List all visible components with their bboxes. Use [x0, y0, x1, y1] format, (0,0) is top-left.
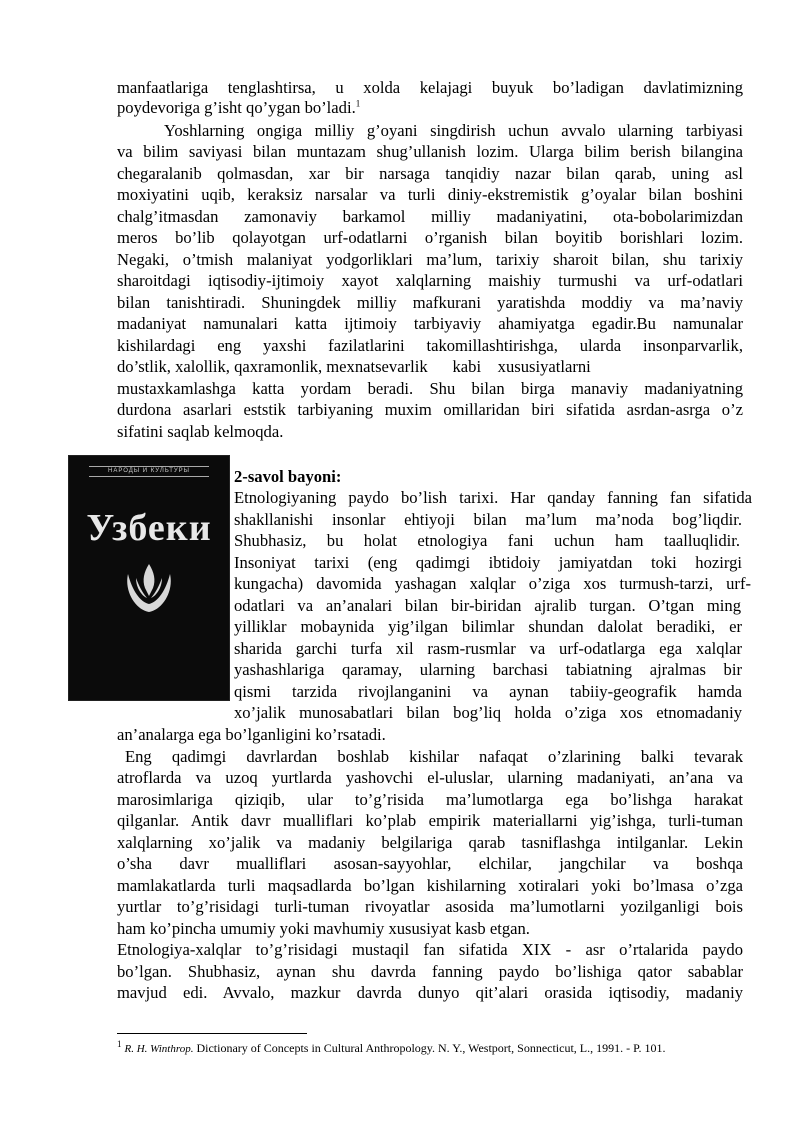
- text-line: atroflarda va uzoq yurtlarda yashovchi el-uluslar, ularning madaniyati, an’ana va: [117, 768, 743, 787]
- text-line: manfaatlariga tenglashtirsa, u xolda kelajagi buyuk bo’ladigan davlatimizning: [117, 78, 743, 97]
- text-line: mustaxkamlashga katta yordam beradi. Shu bilan birga manaviy madaniyatning: [117, 379, 743, 398]
- text-line: odatlari va an’analari bilan bir-biridan ajralib turgan. O’tgan ming: [234, 596, 741, 615]
- text-line: yashashlariga qaramay, ularning barchasi tabiatning ajralmas bir: [234, 660, 742, 679]
- text-line: kungacha) davomida yashagan xalqlar o’ziga xos turmush-tarzi, urf-: [234, 574, 751, 593]
- text-line: sifatini saqlab kelmoqda.: [117, 422, 284, 441]
- footnote-text: Dictionary of Concepts in Cultural Anthropology. N. Y., Westport, Sonnecticut, L., 1991. - P. 101.: [193, 1041, 666, 1055]
- text-line: yurtlar to’g’risidagi turli-tuman rivoyatlar asosida ma’lumotlarni yozilganligi bois: [117, 897, 743, 916]
- text-line: Etnologiya-xalqlar to’g’risidagi mustaqil fan sifatida XIX - asr o’rtalarida paydo: [117, 940, 743, 959]
- text-line: sharida garchi turfa xil rasm-rusmlar va urf-odatlarga ega xalqlar: [234, 639, 742, 658]
- text-line: moxiyatini uqib, keraksiz narsalar va turli diniy-ekstremistik g’oyalar bilan boshini: [117, 185, 743, 204]
- text-line: mavjud edi. Avvalo, mazkur davrda dunyo qit’alari orasida iqtisodiy, madaniy: [117, 983, 743, 1002]
- text-line: Eng qadimgi davrlardan boshlab kishilar nafaqat o’zlarining balki tevarak: [125, 747, 743, 766]
- book-cover-image: [68, 455, 230, 701]
- text-line: sharoitdagi iqtisodiy-ijtimoiy xayot xalqlarning maishiy turmushi va urf-odatlari: [117, 271, 743, 290]
- text-line: o’sha davr mualliflari asosan-sayyohlar, elchilar, jangchilar va boshqa: [117, 854, 743, 873]
- text-line: ham ko’pincha umumiy yoki mavhumiy xususiyat kasb etgan.: [117, 919, 530, 938]
- text-line: marosimlariga qiziqib, ular to’g’risida ma’lumotlarga ega bo’lishga harakat: [117, 790, 743, 809]
- emblem-icon: [120, 558, 178, 616]
- text-line: poydevoriga g’isht qo’ygan bo’ladi.$^1$: [117, 98, 361, 117]
- text-line: do’stlik, xalollik, qaxramonlik, mexnatsevarlik kabi xususiyatlarni: [117, 357, 591, 376]
- text-line: Insoniyat tarixi (eng qadimgi ibtidoiy jamiyatdan toki hozirgi: [234, 553, 742, 572]
- footnote-ref[interactable]: 1: [355, 98, 361, 109]
- text-line: bilan tanishtiradi. Shuningdek milliy mafkurani yaratishda moddiy va ma’naviy: [117, 293, 743, 312]
- text-line: an’analarga ega bo’lganligini ko’rsatadi.: [117, 725, 386, 744]
- section-heading: 2-savol bayoni:: [234, 467, 342, 486]
- text-line: yilliklar mobaynida yig’ilgan bilimlar shundan dalolat beradiki, er: [234, 617, 742, 636]
- text-line: madaniyat namunalari katta ijtimoiy tarbiyaviy ahamiyatga egadir.Bu namunalar: [117, 314, 743, 333]
- text-line: xo’jalik munosabatlari bilan bog’liq holda o’ziga xos etnomadaniy: [234, 703, 742, 722]
- text-line: durdona asarlari eststik tarbiyaning muxim omillaridan biri sifatida asrdan-asrga o’z: [117, 400, 743, 419]
- text-line: Etnologiyaning paydo bo’lish tarixi. Har qanday fanning fan sifatida: [234, 488, 752, 507]
- text-line: mamlakatlarda turli maqsadlarda bo’lgan kishilarning xotiralari yoki bo’lmasa o’zga: [117, 876, 743, 895]
- text-line: Shubhasiz, bu holat etnologiya fani uchun ham taalluqlidir.: [234, 531, 740, 550]
- text-line: xalqlarning xo’jalik va madaniy belgilariga qarab tasniflashga intilganlar. Lekin: [117, 833, 743, 852]
- text-line: shakllanishi insonlar ehtiyoji bilan ma’lum ma’noda bog’liqdir.: [234, 510, 742, 529]
- text-line: meros bo’lib qolayotgan urf-odatlarni o’rganish bilan boyitib borishlari lozim.: [117, 228, 743, 247]
- text-line: qismi tarzida rivojlanganini va aynan tabiiy-geografik hamda: [234, 682, 742, 701]
- text-line: Yoshlarning ongiga milliy g’oyani singdirish uchun avvalo ularning tarbiyasi: [164, 121, 743, 140]
- text-line: chegaralanib qolmasdan, xar bir narsaga tanqidiy nazar bilan qarab, uning asl: [117, 164, 743, 183]
- book-title: Узбеки: [86, 507, 212, 549]
- text-line: bo’lgan. Shubhasiz, aynan shu davrda fanning paydo bo’lishiga qator sabablar: [117, 962, 743, 981]
- footnote-author: R. H. Winthrop.: [124, 1043, 194, 1055]
- text-line: va bilim saviyasi bilan muntazam shug’ullanish lozim. Ularga bilim berish bilangina: [117, 142, 743, 161]
- text-line: chalg’itmasdan zamonaviy barkamol milliy madaniyatini, ota-bobolarimizdan: [117, 207, 743, 226]
- text-line: qilganlar. Antik davr mualliflari ko’plab empirik materiallarni yig’ishga, turli-tuman: [117, 811, 743, 830]
- footnote: $^1$ R. H. Winthrop. Dictionary of Concepts in Cultural Anthropology. N. Y., Westport, Sonnecticut, L., 1991. - P. 101.: [117, 1039, 666, 1055]
- text-line: kishilardagi eng yaxshi fazilatlarini takomillashtirishga, ularda insonparvarlik,: [117, 336, 743, 355]
- footnote-rule: [117, 1033, 307, 1034]
- book-series-band: НАРОДЫ И КУЛЬТУРЫ: [89, 466, 209, 477]
- text-line: Negaki, o’tmish malaniyat yodgorliklari ma’lum, tarixiy sharoit bilan, shu tarixiy: [117, 250, 743, 269]
